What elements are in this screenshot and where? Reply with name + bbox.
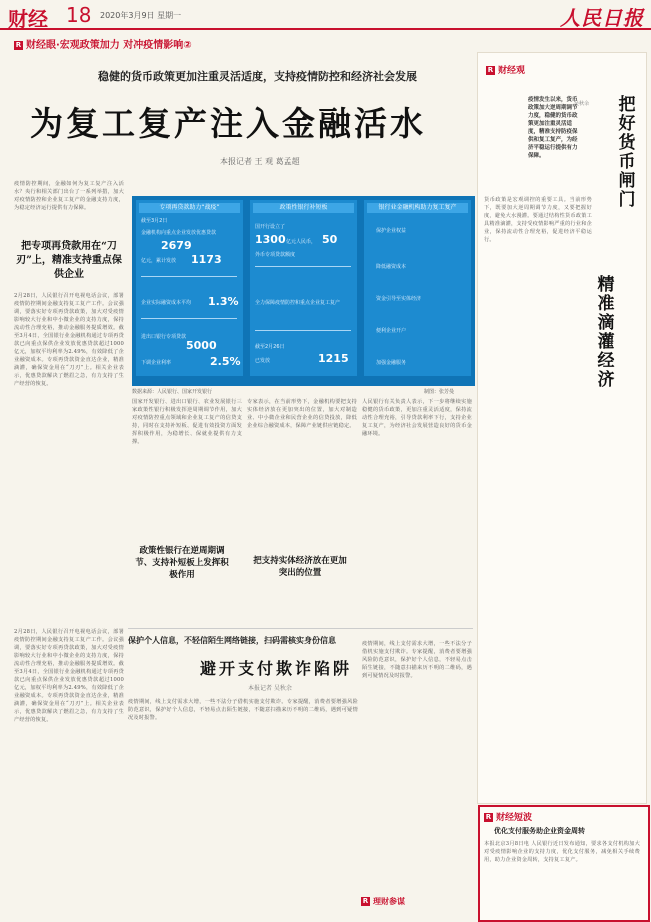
panel-2-value: 1300 bbox=[255, 233, 286, 246]
lower-article-text: 疫情期间，线上支付需求大增，一些不法分子借机实施支付欺诈。专家提醒，消费者要增强风险防范意识，保护好个人信息，不轻易点击陌生链接，不随意扫描来历不明的二维码，遇到可疑情况及时报警。 bbox=[128, 699, 358, 721]
commentary-headline-2: 精准滴灌经济 bbox=[597, 275, 615, 390]
masthead bbox=[0, 0, 651, 30]
panel-1-value: 1.3% bbox=[208, 295, 239, 308]
panel-2-item-label: 截至2月26日 bbox=[255, 344, 285, 350]
panel-2-item-label: 已发放 bbox=[255, 358, 271, 364]
panel-3-item-label: 便利企业开户 bbox=[376, 328, 407, 334]
panel-1-value: 1173 bbox=[191, 253, 222, 266]
panel-2-item-label: 亿元人民币， bbox=[286, 239, 317, 245]
article-column-1-continued: 2月28日，人民银行召开电视电话会议，部署疫情防控期间金融支持复工复产工作。会议强调，要落实好专项再贷款政策，加大对受疫情影响较大行业和中小微企业的支持力度，保持流动性合理充裕，推动金融服务提质增效。截至3月4日，全国银行业金融机构通过专项再贷款已向重点保供企业发放优惠贷款超过1000亿元，加权平均利率为2.49%，有效降低了企业融资成本。专项再贷款资金直达企业，精准滴灌，确保资金用在“刀刃”上。相关企业表示，优惠贷款解决了燃眉之急，有力支持了生产经营的恢复。 bbox=[14, 629, 124, 723]
lower-byline: 本报记者 吴秋余 bbox=[248, 685, 292, 692]
commentary-marker-icon: R bbox=[487, 66, 494, 74]
panel-2-item-label: 全力保障疫情防控和重点企业复工复产 bbox=[255, 300, 341, 306]
panel-divider bbox=[255, 330, 351, 331]
article-subhead-1: 把专项再贷款用在“刀刃”上，精准支持重点保供企业 bbox=[16, 241, 122, 280]
lower-subheadline: 保护个人信息，不轻信陌生网络链接，扫码需核实身份信息 bbox=[128, 635, 336, 645]
commentary-label bbox=[486, 63, 525, 76]
panel-1-value: 2.5% bbox=[210, 355, 241, 368]
infographic-panel-3 bbox=[364, 200, 471, 376]
panel-1-item-label: 进出口银行专项贷款 bbox=[141, 334, 187, 340]
brief-text: 本报北京3月8日电 人民银行近日发布通知，要求各支付机构加大对受疫情影响企业的支持力度，优化支付服务，减免相关手续费用，助力企业资金周转，支持复工复产。 bbox=[484, 841, 640, 863]
panel-2-item-label: 外币专项贷款额度 bbox=[255, 252, 296, 258]
panel-divider bbox=[255, 266, 351, 267]
panel-3-title: 银行业金融机构助力复工复产 bbox=[367, 203, 468, 213]
panel-1-item-label: 截至3月2日 bbox=[141, 218, 168, 224]
panel-1-value: 5000 bbox=[186, 339, 217, 352]
main-byline: 本报记者 王 观 葛孟超 bbox=[220, 157, 300, 166]
commentary-headline-1: 把好货币闸门 bbox=[618, 95, 636, 210]
commentary-lead: 疫情发生以来，货币政策加大逆周期调节力度，稳健的货币政策更加注重灵活适度，精准支持防疫保供和复工复产，为经济平稳运行提供有力保障。 bbox=[528, 97, 578, 159]
article-column-2: 国家开发银行、进出口银行、农业发展银行三家政策性银行积极发挥逆周期调节作用，加大对疫情防控重点领域和企业复工复产的信贷支持，同时在支持补短板、促进有效投资方面发挥积极作用，为稳增长、保就业提供有力支撑。 bbox=[132, 399, 242, 445]
panel-divider bbox=[141, 318, 237, 319]
panel-1-item-label: 亿元，累计发放 bbox=[141, 258, 177, 264]
infographic-panel-1 bbox=[136, 200, 243, 376]
finance-marker-icon: R bbox=[362, 897, 369, 905]
panel-3-item-label: 降低融资成本 bbox=[376, 264, 407, 270]
main-headline: 为复工复产注入金融活水 bbox=[30, 104, 426, 143]
section-divider bbox=[128, 628, 473, 629]
finance-reference-label bbox=[361, 896, 405, 907]
brief-title: 优化支付服务助企业资金周转 bbox=[494, 826, 585, 835]
brief-label-text: 财经短波 bbox=[496, 813, 533, 823]
article-column-1: 2月28日，人民银行召开电视电话会议，部署疫情防控期间金融支持复工复产工作。会议强调，要落实好专项再贷款政策，加大对受疫情影响较大行业和中小微企业的支持力度，保持流动性合理充裕，推动金融服务提质增效。截至3月4日，全国银行业金融机构通过专项再贷款已向重点保供企业发放优惠贷款超过1000亿元，加权平均利率为2.49%，有效降低了企业融资成本。专项再贷款资金直达企业，精准滴灌，确保资金用在“刀刃”上。相关企业表示，优惠贷款解决了燃眉之急，有力支持了生产经营的恢复。 bbox=[14, 293, 124, 387]
panel-2-value: 50 bbox=[322, 233, 338, 246]
issue-date: 2020年3月9日 星期一 bbox=[100, 11, 182, 20]
finance-reference-text: 理财参谋 bbox=[373, 897, 405, 906]
series-label-text: 财经眼·宏观政策加力 对冲疫情影响② bbox=[26, 40, 192, 51]
panel-1-item-label: 下调企业利率 bbox=[141, 360, 172, 366]
panel-2-title: 政策性银行补短板 bbox=[253, 203, 354, 213]
commentary-author: 吴秋余 bbox=[574, 101, 590, 107]
panel-1-item-label: 企业实际融资成本平均 bbox=[141, 300, 192, 306]
commentary-label-text: 财经观 bbox=[498, 66, 526, 76]
panel-2-item-label: 国开行设立了 bbox=[255, 224, 286, 230]
panel-3-item-label: 保护企业权益 bbox=[376, 228, 407, 234]
article-column-4: 人民银行有关负责人表示，下一步将继续实施稳健的货币政策，更加注重灵活适度，保持流动性合理充裕，引导贷款利率下行，支持企业复工复产，为经济社会发展营造良好的货币金融环境。 bbox=[362, 399, 472, 437]
lower-article-text-right: 疫情期间，线上支付需求大增，一些不法分子借机实施支付欺诈。专家提醒，消费者要增强风险防范意识，保护好个人信息，不轻易点击陌生链接，不随意扫描来历不明的二维码，遇到可疑情况及时报警。 bbox=[362, 641, 472, 679]
panel-3-item-label: 资金引导至实体经济 bbox=[376, 296, 422, 302]
article-subhead-3: 把支持实体经济放在更加突出的位置 bbox=[253, 556, 347, 578]
infographic-credit: 制图：张芳曼 bbox=[424, 389, 455, 395]
infographic-panel-2 bbox=[250, 200, 357, 376]
article-subhead-2: 政策性银行在逆周期调节、支持补短板上发挥积极作用 bbox=[135, 546, 229, 580]
infographic-caption: 数据来源：人民银行、国家开发银行 bbox=[132, 389, 213, 395]
panel-1-title: 专项再贷款助力“战疫” bbox=[139, 203, 240, 213]
panel-3-item-label: 加强金融服务 bbox=[376, 360, 407, 366]
section-name: 财经 bbox=[8, 7, 48, 31]
brief-label bbox=[484, 810, 532, 823]
main-subheadline: 稳健的货币政策更加注重灵活适度，支持疫情防控和经济社会发展 bbox=[98, 70, 417, 83]
series-label bbox=[14, 36, 192, 51]
series-marker-icon: R bbox=[15, 40, 22, 49]
panel-1-value: 2679 bbox=[161, 239, 192, 252]
panel-2-value: 1215 bbox=[318, 352, 349, 365]
page-number: 18 bbox=[66, 3, 92, 27]
article-column-3: 专家表示，在当前形势下，金融机构要把支持实体经济放在更加突出的位置，加大对制造业、中小微企业和民营企业的信贷投放，降低企业综合融资成本，保障产业链供应链稳定。 bbox=[247, 399, 357, 429]
commentary-text: 货币政策是宏观调控的重要工具。当前形势下，既要加大逆周期调节力度，又要把握好度，避免大水漫灌。要通过结构性货币政策工具精准滴灌，支持受疫情影响严重的行业和企业，保持流动性合理充裕，促进经济平稳运行。 bbox=[484, 197, 592, 243]
panel-1-item-label: 金融机构向重点企业发放优惠贷款 bbox=[141, 230, 217, 236]
infographic bbox=[132, 196, 475, 386]
article-intro: 疫情防控期间，金融如何为复工复产注入活水？央行和相关部门出台了一系列举措，加大对疫情防控和企业复工复产的金融支持力度，为稳定经济运行提供有力保障。 bbox=[14, 181, 124, 211]
panel-divider bbox=[141, 276, 237, 277]
brief-marker-icon: R bbox=[485, 813, 492, 821]
newspaper-logo: 人民日报 bbox=[560, 6, 644, 30]
lower-headline: 避开支付欺诈陷阱 bbox=[200, 659, 353, 678]
